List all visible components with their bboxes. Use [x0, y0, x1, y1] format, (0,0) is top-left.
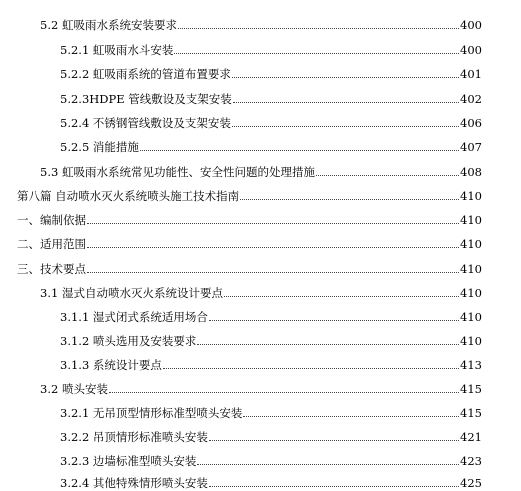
- toc-entry-3-1-2[interactable]: [60, 330, 482, 348]
- toc-entry-title: 第八篇 自动喷水灭火系统喷头施工技术指南: [17, 189, 240, 203]
- toc-entry-5-2-3[interactable]: [60, 88, 482, 106]
- toc-leader-dots: [174, 53, 459, 54]
- toc-entry-3-1[interactable]: [40, 282, 482, 300]
- toc-entry-5-2-4[interactable]: [60, 112, 482, 130]
- toc-entry-title: 3.1.2 喷头选用及安装要求: [60, 334, 197, 348]
- toc-entry-3-2-3[interactable]: [60, 450, 482, 468]
- toc-entry-5-2-2[interactable]: [60, 63, 482, 81]
- toc-entry-title: 二、适用范围: [17, 237, 86, 251]
- toc-entry-page: 421: [460, 430, 482, 444]
- toc-entry-page: 425: [460, 476, 482, 490]
- toc-leader-dots: [232, 77, 459, 78]
- toc-leader-dots: [243, 416, 459, 417]
- toc-entry-page: 410: [460, 237, 482, 251]
- toc-entry-5-2-1[interactable]: [60, 39, 482, 57]
- toc-entry-page: 401: [460, 67, 482, 81]
- toc-entry-5-3[interactable]: [40, 161, 482, 179]
- toc-entry-title: 5.2.2 虹吸雨系统的管道布置要求: [60, 67, 231, 81]
- toc-entry-title: 3.1.3 系统设计要点: [60, 358, 162, 372]
- toc-entry-page: 423: [460, 454, 482, 468]
- toc-entry-title: 3.2.2 吊顶情形标准喷头安装: [60, 430, 208, 444]
- toc-entry-3-2-1[interactable]: [60, 402, 482, 420]
- toc-entry-page: 410: [460, 334, 482, 348]
- toc-entry-page: 415: [460, 382, 482, 396]
- toc-entry-page: 410: [460, 262, 482, 276]
- toc-entry-3-1-1[interactable]: [60, 306, 482, 324]
- toc-entry-part-8[interactable]: [17, 185, 482, 203]
- toc-entry-5-2-5[interactable]: [60, 136, 482, 154]
- toc-entry-title: 5.3 虹吸雨水系统常见功能性、安全性问题的处理措施: [40, 165, 315, 179]
- toc-entry-title: 3.2.1 无吊顶型情形标准型喷头安装: [60, 406, 243, 420]
- toc-entry-3-2[interactable]: [40, 378, 482, 396]
- toc-entry-title: 3.2.4 其他特殊情形喷头安装: [60, 476, 208, 490]
- toc-leader-dots: [316, 175, 459, 176]
- toc-entry-5-2[interactable]: [40, 14, 482, 32]
- toc-entry-title: 3.2 喷头安装: [40, 382, 108, 396]
- toc-entry-title: 3.2.3 边墙标准型喷头安装: [60, 454, 197, 468]
- toc-entry-section-1[interactable]: [17, 209, 482, 227]
- toc-leader-dots: [209, 486, 459, 487]
- toc-entry-title: 5.2.3HDPE 管线敷设及支架安装: [60, 92, 232, 106]
- toc-entry-page: 408: [460, 165, 482, 179]
- toc-leader-dots: [197, 344, 459, 345]
- toc-entry-3-2-2[interactable]: [60, 426, 482, 444]
- toc-entry-page: 415: [460, 406, 482, 420]
- toc-entry-title: 5.2 虹吸雨水系统安装要求: [40, 18, 177, 32]
- toc-entry-page: 407: [460, 140, 482, 154]
- toc-leader-dots: [233, 102, 459, 103]
- toc-entry-page: 410: [460, 286, 482, 300]
- toc-entry-title: 3.1 湿式自动喷水灭火系统设计要点: [40, 286, 223, 300]
- toc-entry-3-1-3[interactable]: [60, 354, 482, 372]
- toc-entry-section-3[interactable]: [17, 258, 482, 276]
- toc-leader-dots: [87, 272, 459, 273]
- toc-leader-dots: [109, 392, 459, 393]
- toc-leader-dots: [209, 440, 459, 441]
- toc-leader-dots: [87, 247, 459, 248]
- toc-entry-title: 5.2.1 虹吸雨水斗安装: [60, 43, 174, 57]
- toc-leader-dots: [209, 320, 459, 321]
- toc-entry-title: 一、编制依据: [17, 213, 86, 227]
- toc-entry-title: 5.2.4 不锈钢管线敷设及支架安装: [60, 116, 231, 130]
- toc-leader-dots: [163, 368, 459, 369]
- toc-entry-3-2-4[interactable]: [60, 472, 482, 490]
- toc-leader-dots: [178, 28, 459, 29]
- toc-entry-page: 400: [460, 43, 482, 57]
- toc-entry-page: 402: [460, 92, 482, 106]
- toc-entry-page: 413: [460, 358, 482, 372]
- toc-leader-dots: [240, 199, 459, 200]
- toc-leader-dots: [197, 464, 459, 465]
- toc-leader-dots: [224, 296, 459, 297]
- toc-entry-page: 400: [460, 18, 482, 32]
- toc-entry-title: 三、技术要点: [17, 262, 86, 276]
- toc-entry-section-2[interactable]: [17, 233, 482, 251]
- toc-leader-dots: [87, 223, 459, 224]
- toc-leader-dots: [140, 150, 459, 151]
- toc-entry-page: 410: [460, 310, 482, 324]
- toc-entry-page: 406: [460, 116, 482, 130]
- toc-entry-page: 410: [460, 189, 482, 203]
- toc-leader-dots: [232, 126, 459, 127]
- toc-entry-page: 410: [460, 213, 482, 227]
- toc-entry-title: 5.2.5 消能措施: [60, 140, 139, 154]
- toc-entry-title: 3.1.1 湿式闭式系统适用场合: [60, 310, 208, 324]
